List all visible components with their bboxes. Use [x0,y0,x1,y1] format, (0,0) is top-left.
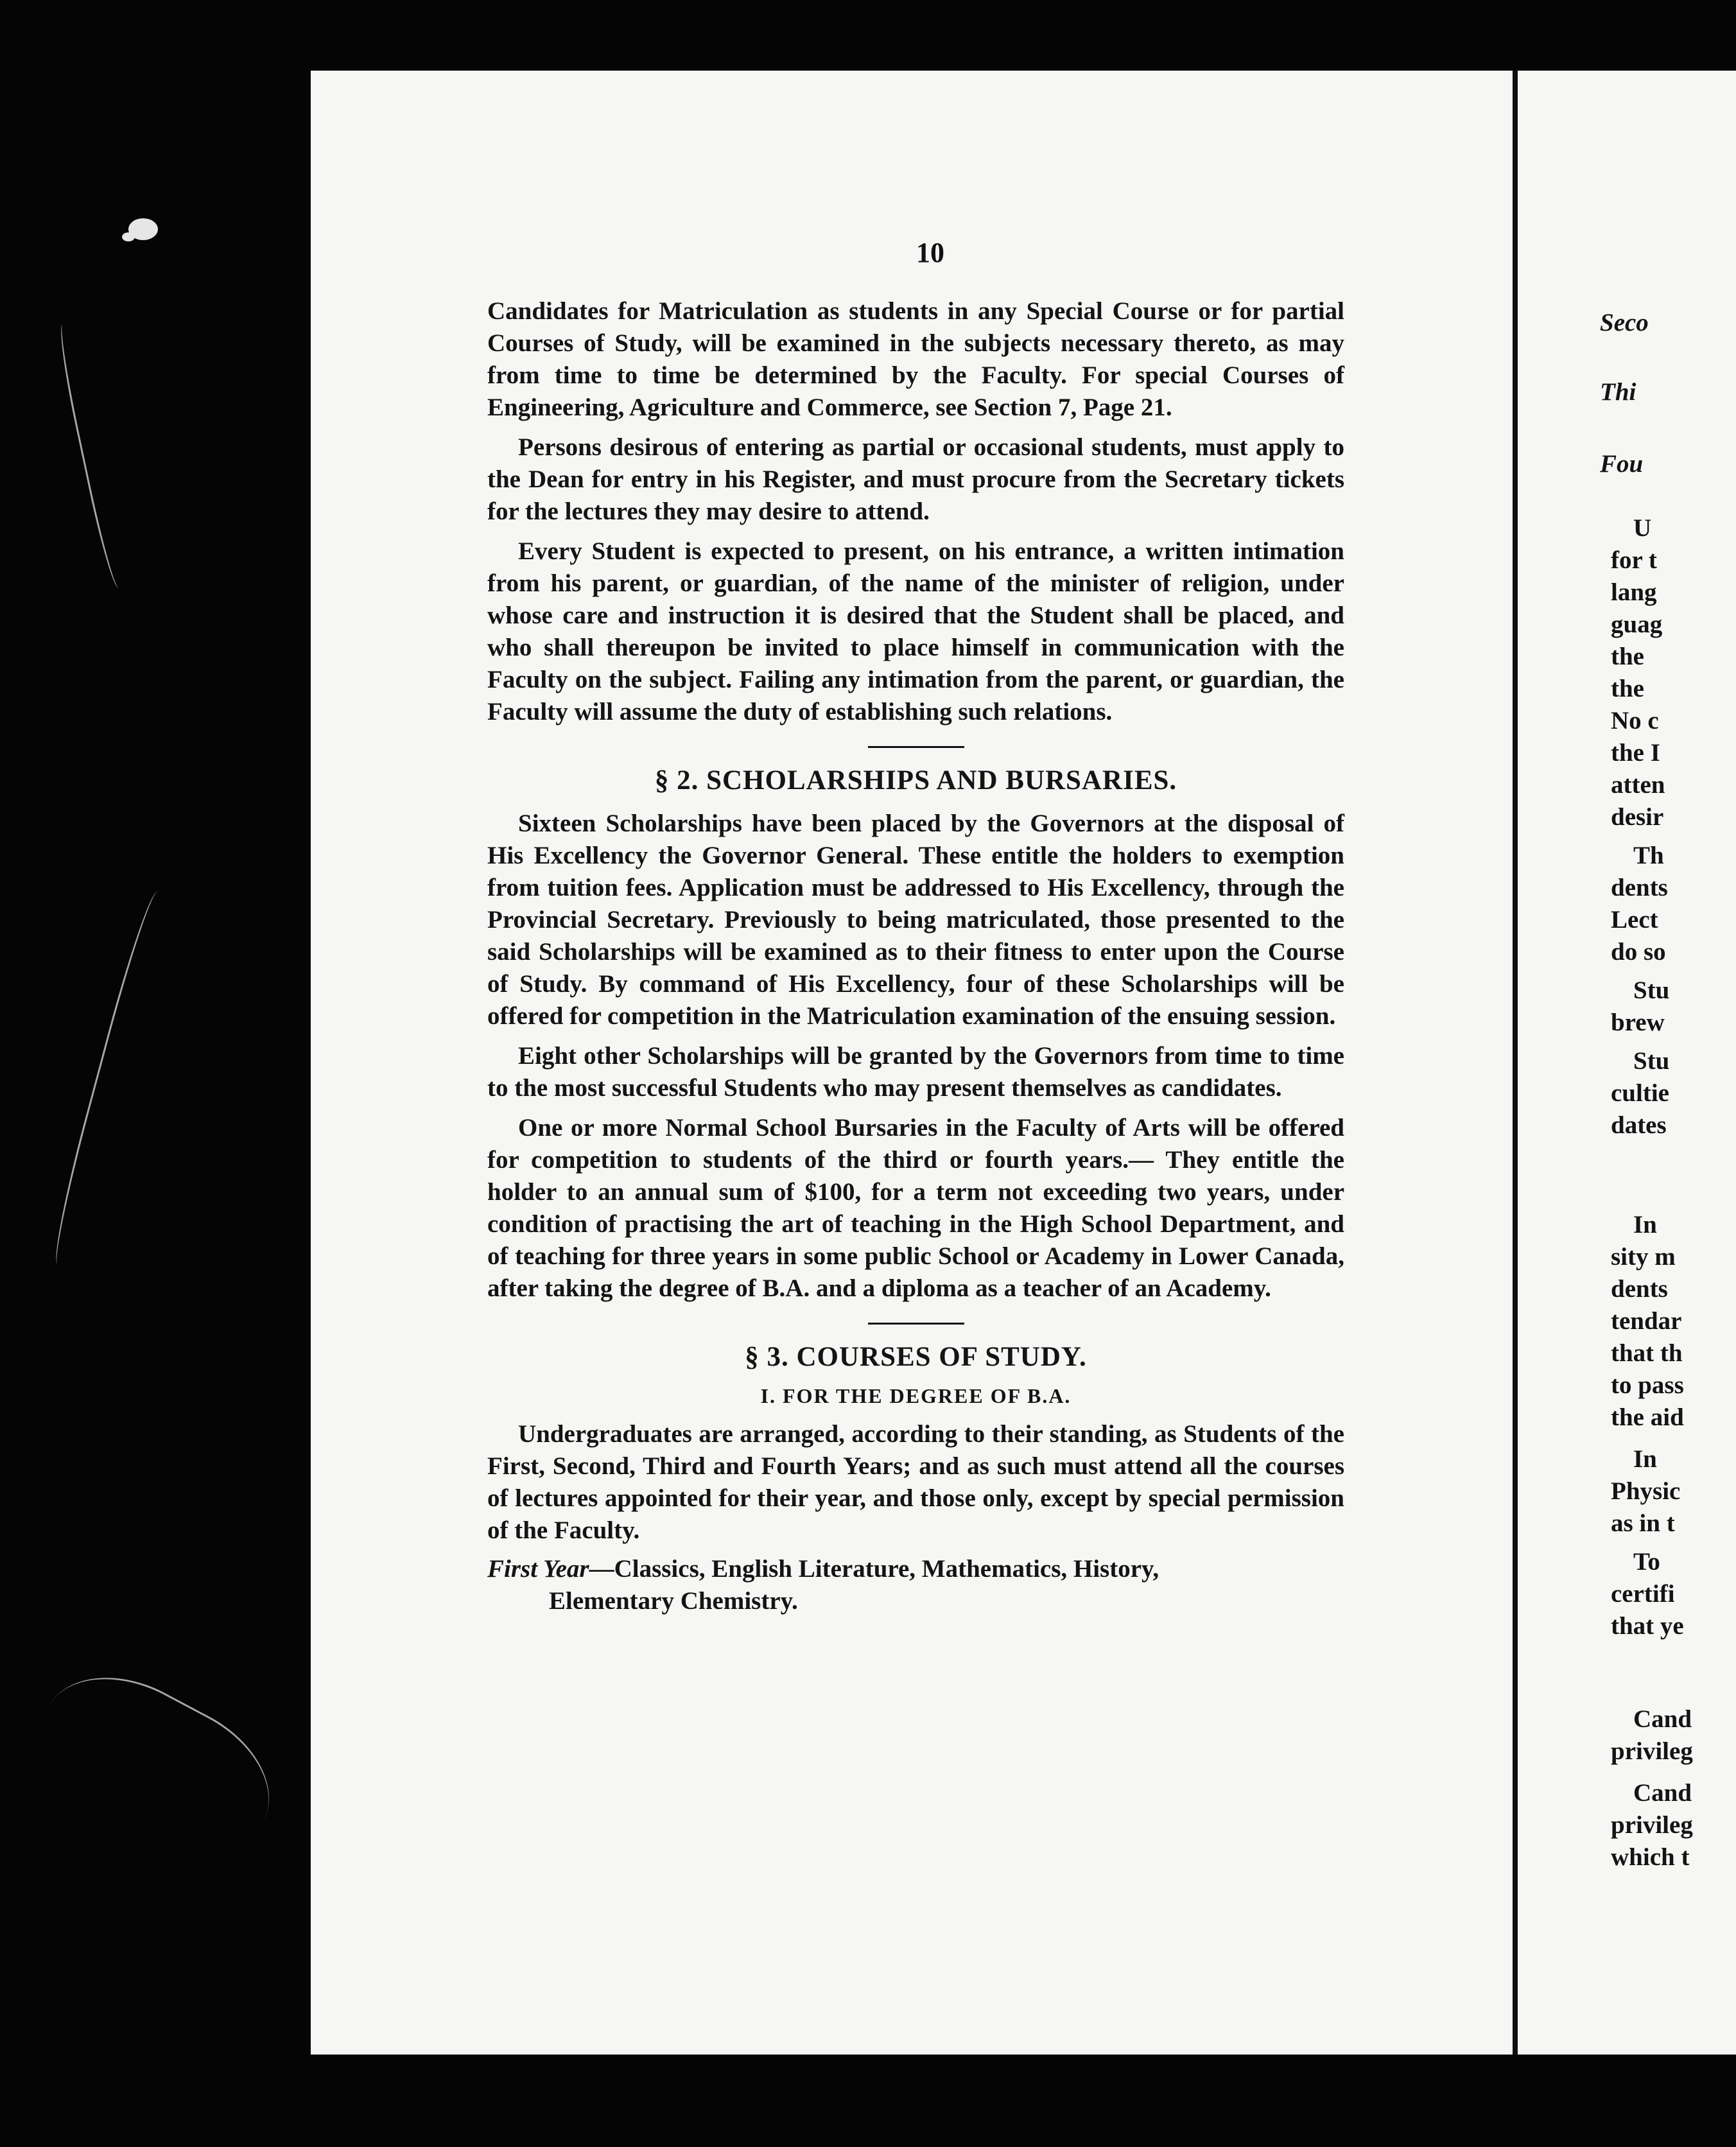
paragraph: Candidates for Matriculation as students in any Special Course or for partial Courses of Study, will be examined in the subjects necessary thereto, as may from time to time be determined by the Faculty. For special Courses of Engineering, Agriculture and Commerce, see Section 7, Page 21. [487,297,1344,421]
book-page-left [311,71,1559,2055]
paragraph: One or more Normal School Bursaries in the Faculty of Arts will be offered for competition to students of the third or fourth years.— They entitle the holder to an annual sum of $100, for a term not exceeding two years, under condition of practising the art of teaching in the High School Department, and of teaching for three years in some public School or Academy in Lower Canada, after taking the degree of B.A. and a diploma as a teacher of an Academy. [487,1114,1344,1302]
first-year-continuation: Elementary Chemistry. [549,1587,798,1615]
text-fragment: certifi [1611,1580,1675,1608]
section-divider [868,746,964,748]
courses-section [487,1418,1344,1617]
text-fragment: Cand [1633,1779,1692,1807]
first-year-label: First Year [487,1555,589,1583]
text-fragment: cultie [1611,1079,1669,1107]
scan-hair [47,889,173,1269]
book-page-right-partial [1513,71,1736,2055]
paragraph: Every Student is expected to present, on his entrance, a written intimation from his parent, or guardian, of the name of the minister of religion, under whose care and instruction it is desired that the Student shall be placed, and who shall thereupon be invited to place himself in communication with the Faculty on the subject. Failing any intimation from the parent, or guardian, the Faculty will assume the duty of establishing such relations. [487,537,1344,726]
section-heading: § 3. COURSES OF STUDY. [745,1342,1087,1372]
text-fragment: tendar [1611,1307,1682,1335]
text-fragment: the [1611,675,1644,702]
text-fragment: dents [1611,1275,1668,1303]
text-fragment: lang [1611,578,1657,606]
text-fragment: as in t [1611,1509,1675,1537]
text-fragment: Lect [1611,906,1658,934]
text-fragment: Fou [1600,450,1644,478]
paragraph: Sixteen Scholarships have been placed by the Governors at the disposal of His Excellency the Governor General. These entitle the holders to exemption from tuition fees. Application must be addressed to His Excellency, through the Provincial Secretary. Previously to being matriculated, those presented to the said Scholarships will be examined as to their fitness to enter upon the Course of Study. By command of His Excellency, four of these Scholarships will be offered for competition in the Matriculation examination of the ensuing session. [487,810,1344,1030]
scan-speck [122,232,135,241]
text-fragment: Thi [1600,378,1636,406]
page-body [487,295,1344,1617]
text-fragment: Stu [1633,977,1670,1004]
scan-hair [1,1647,295,1911]
text-fragment: for t [1611,546,1657,574]
text-fragment: In [1633,1445,1657,1473]
text-fragment: privileg [1611,1737,1693,1765]
text-fragment: the [1611,643,1644,670]
text-fragment: Seco [1600,309,1649,336]
intro-section [487,295,1344,728]
text-fragment: the aid [1611,1404,1684,1431]
text-fragment: atten [1611,771,1665,799]
page-number: 10 [916,237,944,268]
text-fragment: dents [1611,874,1668,901]
first-year-text: —Classics, English Literature, Mathematics, History, [589,1555,1159,1583]
text-fragment: Cand [1633,1705,1692,1733]
text-fragment: U [1633,514,1652,542]
sub-heading: I. FOR THE DEGREE OF B.A. [760,1384,1072,1407]
text-fragment: that ye [1611,1612,1684,1640]
scan-hair [55,322,132,590]
text-fragment: brew [1611,1009,1665,1036]
paragraph: Persons desirous of entering as partial or occasional students, must apply to the Dean for entry in his Register, and must procure from the Secretary tickets for the lectures they may desire to attend. [487,433,1344,525]
text-fragment: Th [1633,842,1664,869]
text-fragment: Stu [1633,1047,1670,1075]
text-fragment: No c [1611,707,1659,734]
paragraph: Eight other Scholarships will be granted by the Governors from time to time to the most successful Students who may present themselves as candidates. [487,1042,1344,1102]
text-fragment: guag [1611,611,1663,638]
text-fragment: which t [1611,1843,1690,1871]
text-fragment: the I [1611,739,1660,767]
first-year-line [487,1553,1344,1617]
text-fragment: sity m [1611,1243,1676,1271]
text-fragment: Physic [1611,1477,1681,1505]
text-fragment: that th [1611,1339,1683,1367]
paragraph: Undergraduates are arranged, according to their standing, as Students of the First, Second, Third and Fourth Years; and as such must attend all the courses of lectures appointed for their year, and those only, except by special permission of the Faculty. [487,1420,1344,1544]
text-fragment: privileg [1611,1811,1693,1839]
section-heading: § 2. SCHOLARSHIPS AND BURSARIES. [654,765,1177,795]
scholarships-section [487,808,1344,1305]
text-fragment: dates [1611,1111,1667,1139]
text-fragment: desir [1611,803,1664,831]
text-fragment: to pass [1611,1371,1684,1399]
text-fragment: To [1633,1548,1660,1576]
text-fragment: In [1633,1211,1657,1239]
section-divider [868,1323,964,1325]
text-fragment: do so [1611,938,1666,966]
